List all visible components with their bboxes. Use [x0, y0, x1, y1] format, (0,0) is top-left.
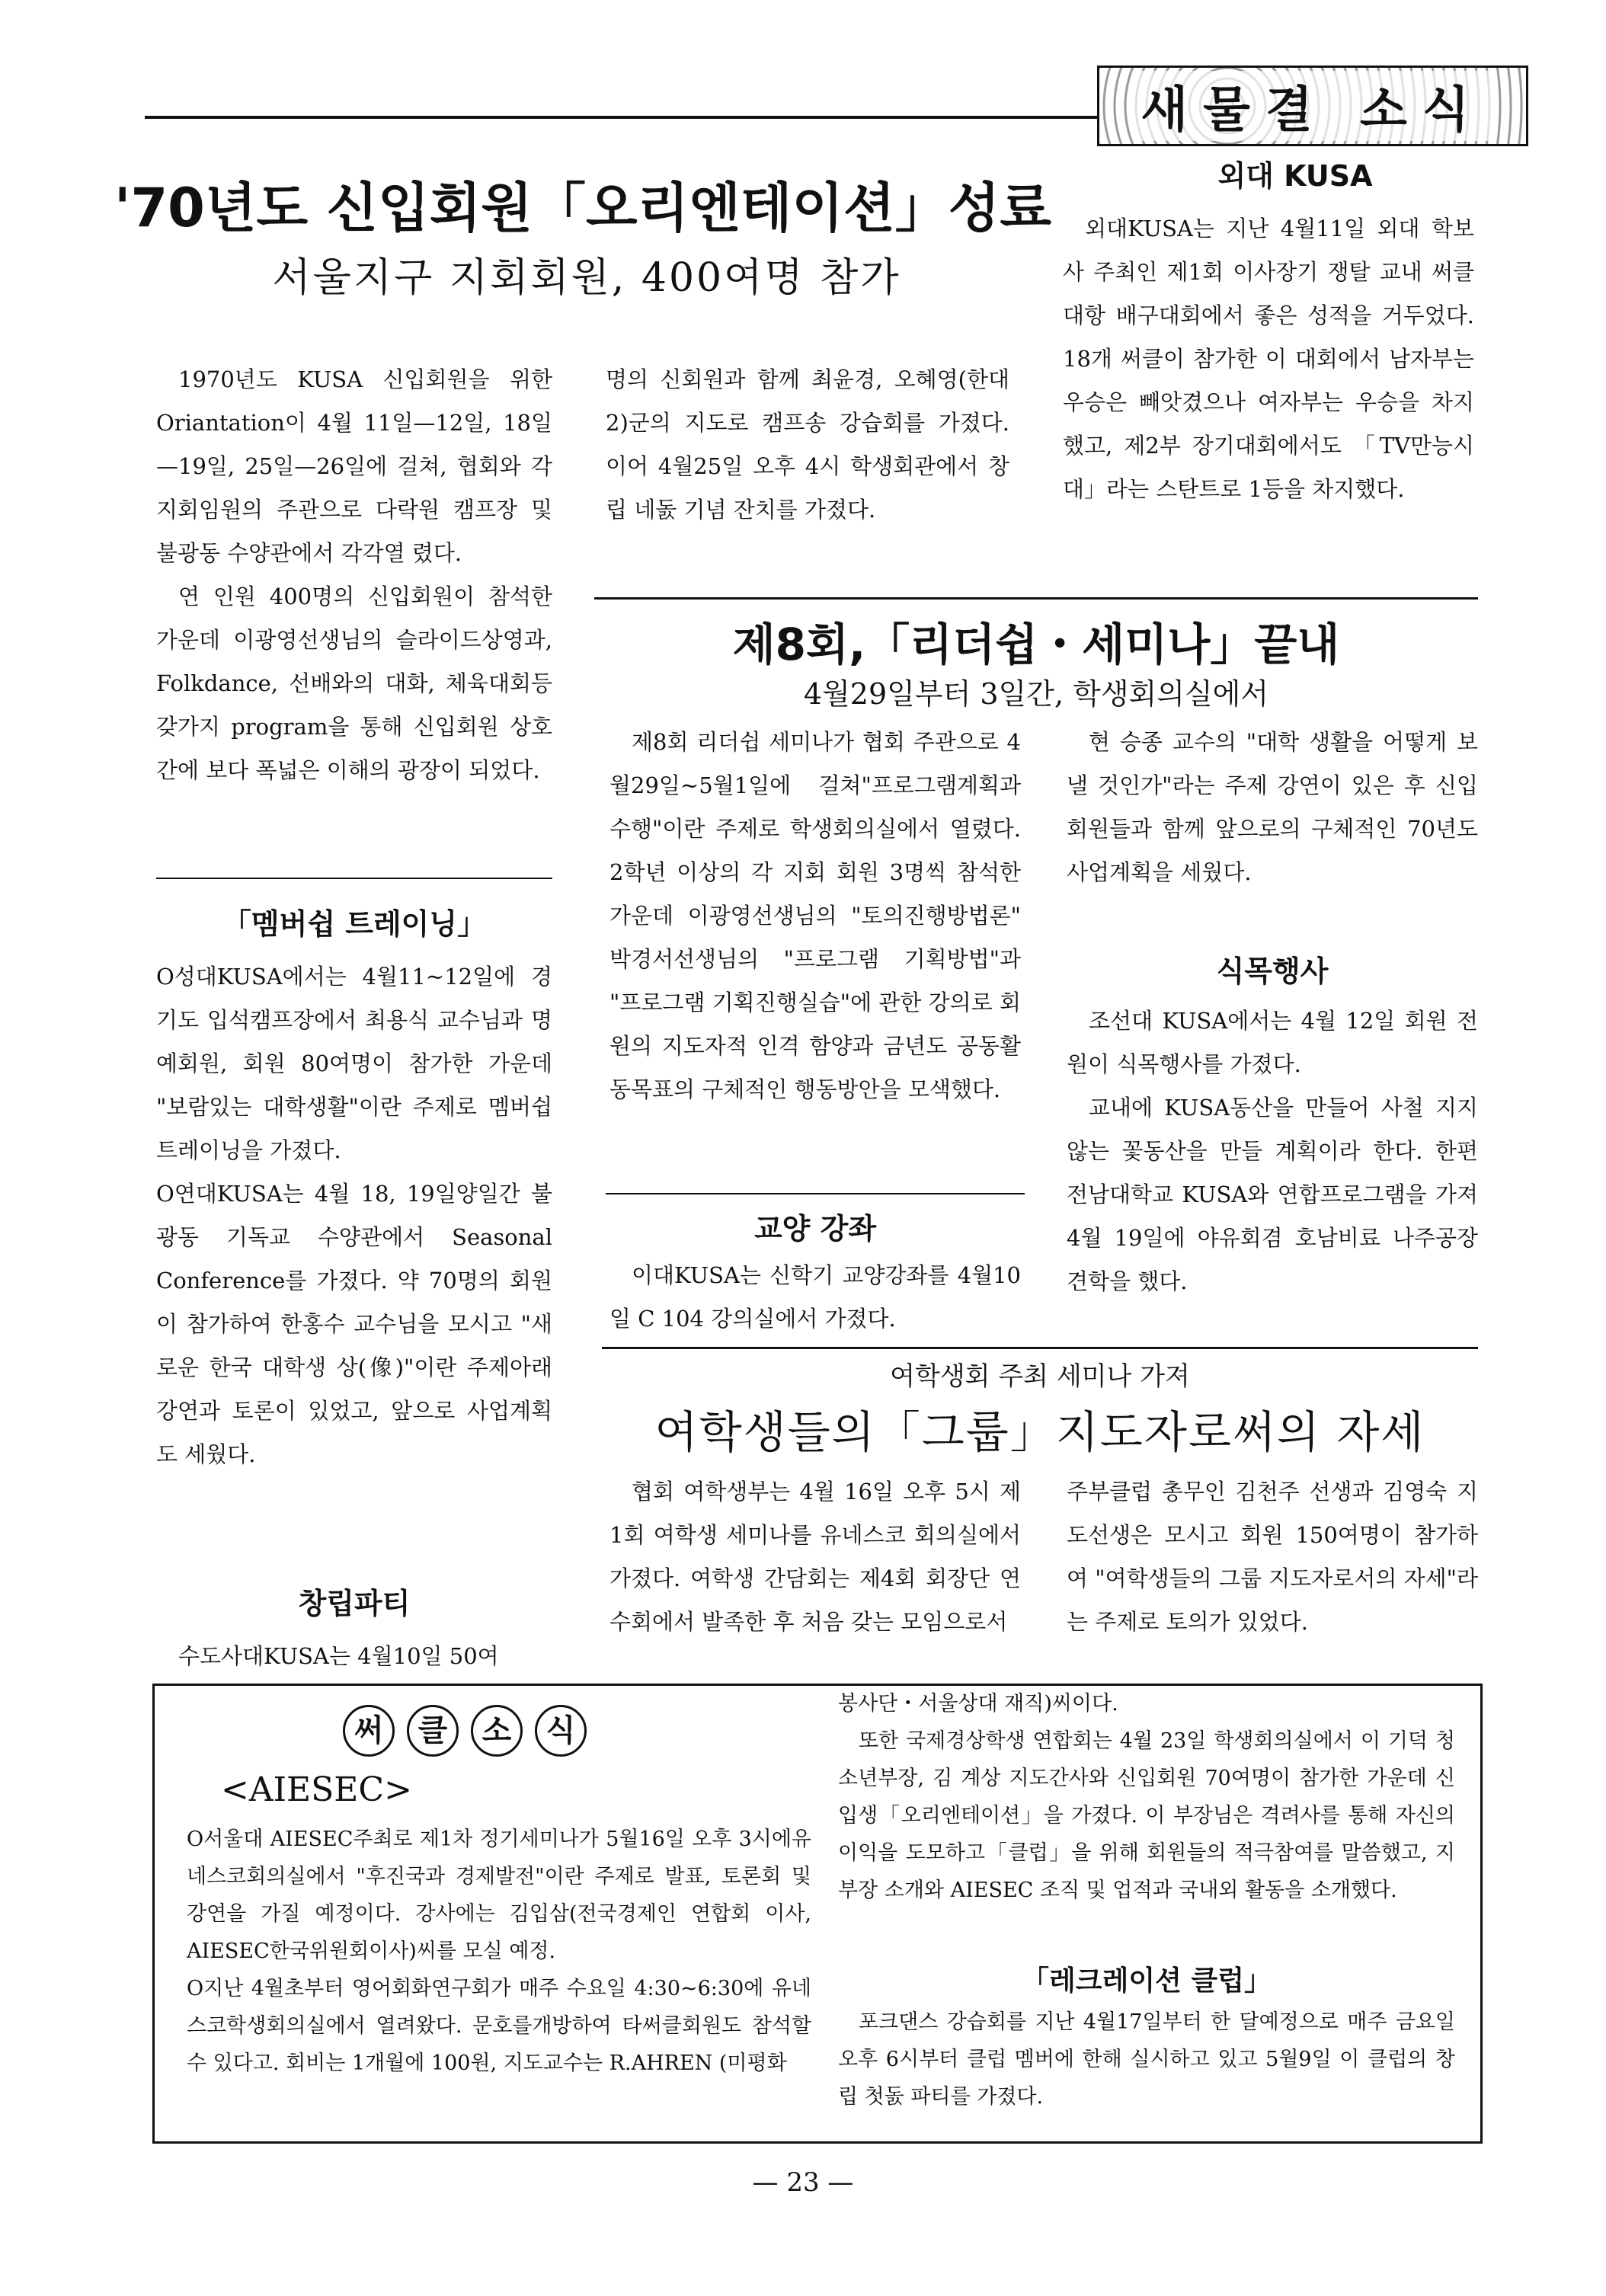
hufs-kusa-body: [1063, 207, 1474, 511]
club-news-right: [838, 1685, 1455, 1909]
aiesec-heading: <AIESEC>: [221, 1770, 412, 1809]
tree-planting-para: 조선대 KUSA에서는 4월 12일 회원 전원이 식목행사를 가졌다.: [1067, 1008, 1478, 1077]
club-news-circles: [229, 1705, 701, 1757]
membership-para: O연대KUSA는 4월 18, 19일양일간 불광동 기독교 수양관에서 Seasonal Conference를 가졌다. 약 70명의 회원이 참가하여 한홍수 교수님을 모시고 "새로운 한국 대학생 상(像)"이란 주제아래 강연과 토론이 있었고, 앞으로 사업계획도 세웠다.: [156, 1181, 552, 1467]
page-number: — 23 —: [752, 2167, 854, 2198]
leadership-col1: [609, 721, 1021, 1111]
women-seminar-para: 주부클럽 총무인 김천주 선생과 김영숙 지도선생은 모시고 회원 150여명이 참가하여 "여학생들의 그룹 지도자로서의 자세"라는 주제로 토의가 있었다.: [1067, 1479, 1478, 1635]
lecture-divider: [602, 1347, 1478, 1349]
club-news-circle: 식: [535, 1705, 587, 1757]
aiesec-para: O서울대 AIESEC주최로 제1차 정기세미나가 5월16일 오후 3시에유네스코회의실에서 "후진국과 경제발전"이란 주제로 발표, 토론회 및 강연을 가질 예정이다. 강사에는 김입삼(전국경제인 연합회 이사, AIESEC한국위원회이사)씨를 모실 예정.: [187, 1828, 811, 1963]
recreation-text: 포크댄스 강습회를 지난 4월17일부터 한 달예정으로 매주 금요일 오후 6시부터 클럽 멤버에 한해 실시하고 있고 5월9일 이 클럽의 창립 첫돐 파티를 가졌다.: [838, 2010, 1455, 2109]
club-news-right-para: 봉사단・서울상대 재직)씨이다.: [838, 1692, 1118, 1716]
women-seminar-col1: [609, 1470, 1021, 1644]
membership-para: O성대KUSA에서는 4월11~12일에 경기도 입석캠프장에서 최용식 교수님과 명예회원, 회원 80여명이 참가한 가운데 "보람있는 대학생활"이란 주제로 멤버쉽 트레이닝을 가졌다.: [156, 964, 552, 1163]
leadership-col2: [1067, 721, 1478, 894]
founding-party-body: [156, 1635, 552, 1678]
women-seminar-para: 협회 여학생부는 4월 16일 오후 5시 제1회 여학생 세미나를 유네스코 회의실에서 가졌다. 여학생 간담회는 제4회 회장단 연수회에서 발족한 후 처음 갖는 모임으로서: [609, 1479, 1021, 1635]
col1-divider: [156, 878, 552, 879]
top-rule: [145, 116, 1097, 119]
tree-planting-para: 교내에 KUSA동산을 만들어 사철 지지않는 꽃동산을 만들 계획이라 한다. 한편 전남대학교 KUSA와 연합프로그램을 가져 4월 19일에 야유회겸 호남비료 나주공장 견학을 했다.: [1067, 1095, 1478, 1294]
tree-planting-body: [1067, 999, 1478, 1303]
liberal-lecture-text: 이대KUSA는 신학기 교양강좌를 4월10일 C 104 강의실에서 가졌다.: [609, 1262, 1021, 1332]
leadership-divider: [606, 1193, 1025, 1194]
main-article-para: 연 인원 400명의 신입회원이 참석한 가운데 이광영선생님의 슬라이드상영과, Folkdance, 선배와의 대화, 체육대회등 갖가지 program을 통해 신입회원 상호간에 보다 폭넓은 이해의 광장이 되었다.: [156, 584, 552, 783]
recreation-body: [838, 2003, 1455, 2115]
leadership-para: 현 승종 교수의 "대학 생활을 어떻게 보낼 것인가"라는 주제 강연이 있은 후 신입회원들과 함께 앞으로의 구체적인 70년도 사업계획을 세웠다.: [1067, 729, 1478, 885]
club-news-circle: 소: [471, 1705, 523, 1757]
main-article-title: '70년도 신입회원「오리엔테이션」성료: [114, 177, 1051, 239]
club-news-circle: 클: [407, 1705, 459, 1757]
main-article-subtitle: 서울지구 지회회원, 400여명 참가: [272, 255, 901, 301]
masthead-label: 새물결 소식: [1133, 71, 1492, 141]
main-article-col1: [156, 358, 552, 792]
hufs-kusa-heading: 외대 KUSA: [1217, 159, 1373, 193]
aiesec-para: O지난 4월초부터 영어회화연구회가 매주 수요일 4:30~6:30에 유네스코학생회의실에서 열려왔다. 문호를개방하여 타써클회원도 참석할 수 있다고. 회비는 1개월에 100원, 지도교수는 R.AHREN (미평화: [187, 1977, 811, 2075]
membership-body: [156, 955, 552, 1476]
aiesec-body: [187, 1821, 811, 2082]
club-news-circle: 써: [343, 1705, 395, 1757]
club-news-right-para: 또한 국제경상학생 연합회는 4월 23일 학생회의실에서 이 기덕 청소년부장, 김 계상 지도간사와 신입회원 70여명이 참가한 가운데 신입생「오리엔테이션」을 가졌다. 이 부장님은 격려사를 통해 자신의 이익을 도모하고「클럽」을 위해 회원들의 적극참여를 말씀했고, 지부장 소개와 AIESEC 조직 및 업적과 국내외 활동을 소개했다.: [838, 1729, 1455, 1902]
women-seminar-title: 여학생들의「그룹」지도자로써의 자세: [654, 1406, 1425, 1458]
founding-party-heading: 창립파티: [298, 1587, 411, 1620]
main-article-para: 명의 신회원과 함께 최윤경, 오혜영(한대 2)군의 지도로 캠프송 강습회를 가졌다. 이어 4월25일 오후 4시 학생회관에서 창립 네돐 기념 잔치를 가졌다.: [606, 366, 1009, 523]
leadership-subtitle: 4월29일부터 3일간, 학생회의실에서: [803, 677, 1269, 711]
women-seminar-col2: [1067, 1470, 1478, 1644]
recreation-heading: 「레크레이션 클럽」: [1022, 1965, 1272, 1997]
tree-planting-heading: 식목행사: [1216, 955, 1329, 988]
leadership-title: 제8회,「리더쉽・세미나」끝내: [732, 619, 1340, 670]
main-article-col2: [606, 358, 1009, 532]
liberal-lecture-body: [609, 1254, 1021, 1341]
hufs-kusa-text: 외대KUSA는 지난 4월11일 외대 학보사 주최인 제1회 이사장기 쟁탈 교내 써클대항 배구대회에서 좋은 성적을 거두었다. 18개 써클이 참가한 이 대회에서 남자부는 우승은 빼앗겼으나 여자부는 우승을 차지했고, 제2부 장기대회에서도 「TV만능시대」라는 스탄트로 1등을 차지했다.: [1063, 216, 1474, 502]
hufs-divider: [594, 597, 1478, 600]
founding-party-text: 수도사대KUSA는 4월10일 50여: [178, 1643, 499, 1669]
masthead: [1097, 66, 1528, 146]
women-seminar-kicker: 여학생회 주최 세미나 가져: [890, 1361, 1190, 1392]
liberal-lecture-heading: 교양 강좌: [753, 1212, 877, 1246]
main-article-para: 1970년도 KUSA 신입회원을 위한 Oriantation이 4월 11일—12일, 18일—19일, 25일—26일에 걸쳐, 협회와 각지회임원의 주관으로 다락원 캠프장 및 불광동 수양관에서 각각열 렸다.: [156, 366, 552, 566]
membership-heading: 「멤버쉽 트레이닝」: [222, 907, 487, 941]
leadership-para: 제8회 리더쉽 세미나가 협회 주관으로 4월29일~5월1일에 걸쳐"프로그램계획과 수행"이란 주제로 학생회의실에서 열렸다. 2학년 이상의 각 지회 회원 3명씩 참석한 가운데 이광영선생님의 "토의진행방법론" 박경서선생님의 "프로그램 기획방법"과 "프로그램 기획진행실습"에 관한 강의로 회원의 지도자적 인격 함양과 금년도 공동활동목표의 구체적인 행동방안을 모색했다.: [609, 729, 1021, 1102]
